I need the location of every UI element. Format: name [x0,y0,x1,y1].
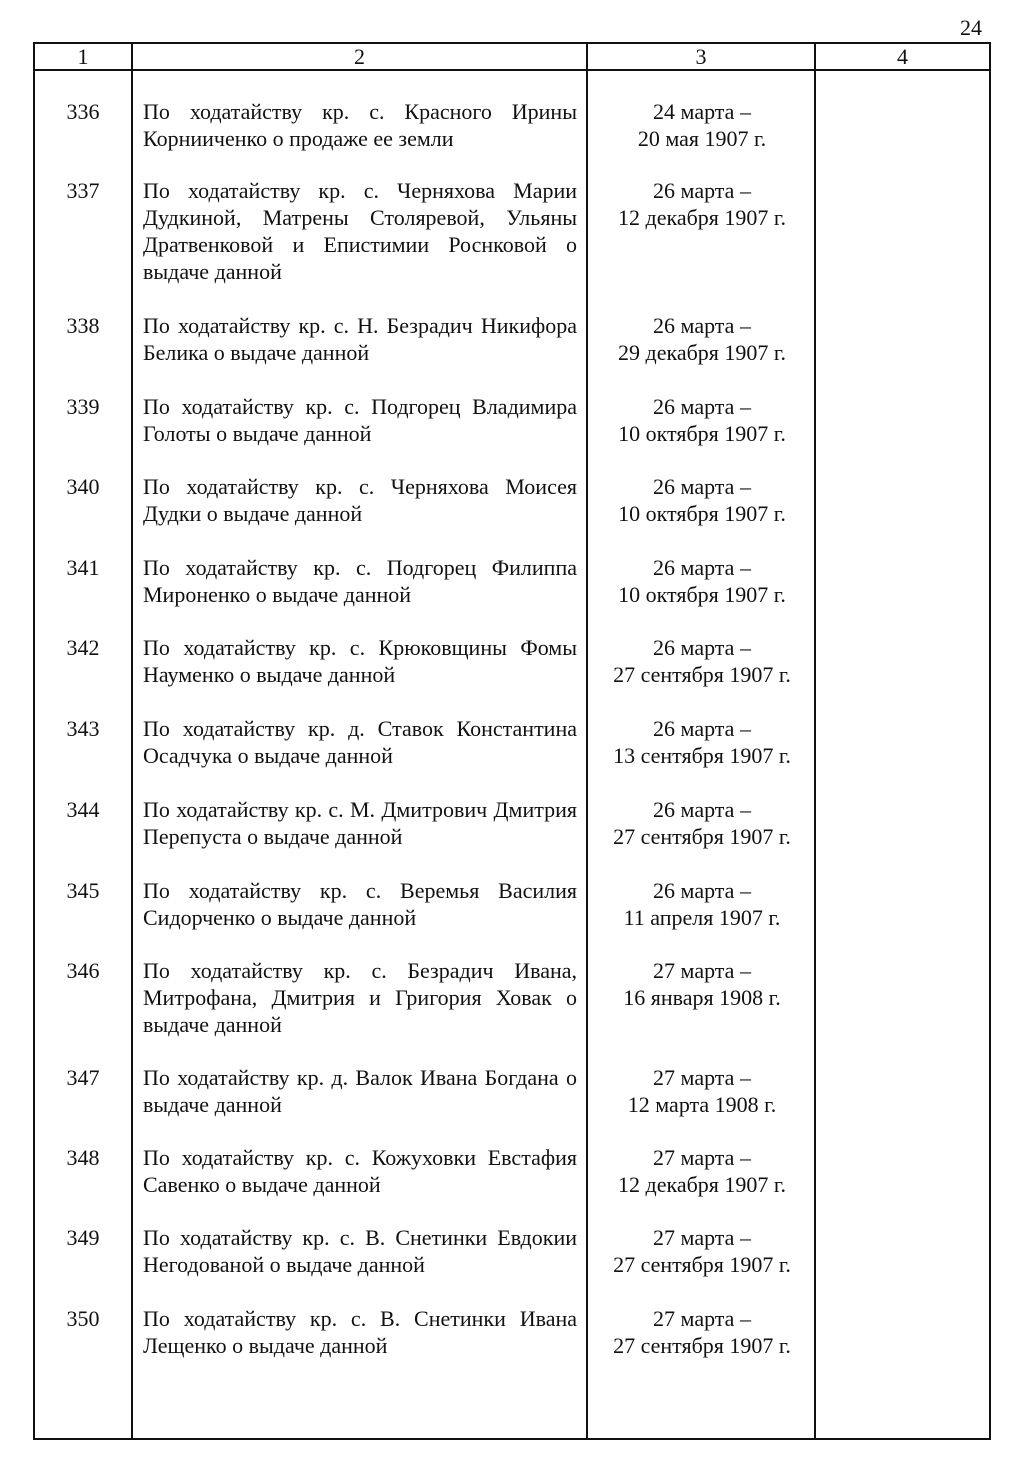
column-header-2: 2 [354,44,365,69]
row-description: По ходатайству кр. с. Подгорец Филиппа Мироненко о выдаче данной [143,555,577,607]
row-dates [590,98,814,152]
date-end: 16 января 1908 г. [623,985,781,1010]
date-start: 26 марта – [653,555,751,580]
row-description: По ходатайству кр. с. Безрадич Ивана, Митрофана, Дмитрия и Григория Ховак о выдаче данной [143,958,577,1037]
row-description: По ходатайству кр. д. Ставок Константина Осадчука о выдаче данной [143,716,577,768]
row-description: По ходатайству кр. с. В. Снетинки Ивана Лещенко о выдаче данной [143,1306,577,1358]
row-dates [590,634,814,688]
row-dates [590,957,814,1011]
date-start: 27 марта – [653,958,751,983]
row-number: 342 [66,635,100,660]
row-description: По ходатайству кр. с. Черняхова Марии Дудкиной, Матрены Столяревой, Ульяны Дратвенковой и Епистимии Роснковой о выдаче данной [143,178,577,284]
row-number: 337 [66,178,100,203]
row-description: По ходатайству кр. с. М. Дмитрович Дмитрия Перепуста о выдаче данной [143,797,577,849]
column-header-3: 3 [695,44,707,69]
date-start: 24 марта – [653,99,751,124]
column-divider-2 [586,42,588,1440]
row-description: По ходатайству кр. с. Н. Безрадич Никифора Белика о выдаче данной [143,313,577,365]
date-start: 26 марта – [653,178,751,203]
date-start: 26 марта – [653,878,751,903]
row-description: По ходатайству кр. с. Подгорец Владимира Голоты о выдаче данной [143,394,577,446]
column-divider-1 [131,42,133,1440]
date-end: 27 сентября 1907 г. [613,1252,791,1277]
column-header-1: 1 [77,44,89,69]
date-start: 27 марта – [653,1306,751,1331]
row-description: По ходатайству кр. д. Валок Ивана Богдана о выдаче данной [143,1065,577,1117]
row-description: По ходатайству кр. с. Красного Ирины Корнииченко о продаже ее земли [143,99,577,151]
row-description: По ходатайству кр. с. Крюковщины Фомы Науменко о выдаче данной [143,635,577,687]
row-number: 336 [66,99,100,124]
date-end: 12 марта 1908 г. [627,1092,777,1117]
row-dates [590,877,814,931]
row-description: По ходатайству кр. с. Кожуховки Евстафия Савенко о выдаче данной [143,1145,577,1197]
date-end: 10 октября 1907 г. [618,582,786,607]
row-number: 346 [66,958,100,983]
row-number: 348 [66,1145,100,1170]
row-number: 343 [66,716,100,741]
row-dates [590,312,814,366]
row-dates [590,177,814,231]
row-number: 347 [66,1065,100,1090]
column-header-4: 4 [897,44,908,69]
date-end: 27 сентября 1907 г. [613,824,791,849]
row-description: По ходатайству кр. с. Веремья Василия Сидорченко о выдаче данной [143,878,577,930]
date-start: 26 марта – [653,474,751,499]
row-dates [590,473,814,527]
row-number: 340 [66,474,100,499]
date-end: 12 декабря 1907 г. [618,205,786,230]
date-end: 27 сентября 1907 г. [613,1333,791,1358]
date-start: 26 марта – [653,797,751,822]
date-start: 27 марта – [653,1145,751,1170]
date-start: 26 марта – [653,635,751,660]
row-dates [590,1064,814,1118]
row-dates [590,554,814,608]
date-start: 27 марта – [653,1065,751,1090]
row-dates [590,1305,814,1359]
row-dates [590,796,814,850]
row-number: 339 [66,394,100,419]
row-number: 341 [66,555,100,580]
date-start: 26 марта – [653,313,751,338]
row-number: 350 [66,1306,100,1331]
date-start: 26 марта – [653,394,751,419]
date-end: 11 апреля 1907 г. [623,905,781,930]
row-dates [590,1144,814,1198]
row-number: 345 [66,878,100,903]
date-start: 27 марта – [653,1225,751,1250]
date-start: 26 марта – [653,716,751,741]
row-number: 338 [66,313,100,338]
date-end: 10 октября 1907 г. [618,421,786,446]
row-description: По ходатайству кр. с. В. Снетинки Евдокии Негодованой о выдаче данной [143,1225,577,1277]
date-end: 29 декабря 1907 г. [618,340,786,365]
date-end: 13 сентября 1907 г. [613,743,791,768]
date-end: 27 сентября 1907 г. [613,662,791,687]
row-number: 344 [66,797,100,822]
row-dates [590,1224,814,1278]
row-dates [590,393,814,447]
row-description: По ходатайству кр. с. Черняхова Моисея Дудки о выдаче данной [143,474,577,526]
date-end: 20 мая 1907 г. [637,126,767,151]
date-end: 10 октября 1907 г. [618,501,786,526]
column-divider-3 [814,42,816,1440]
date-end: 12 декабря 1907 г. [618,1172,786,1197]
row-dates [590,715,814,769]
row-number: 349 [66,1225,100,1250]
page-number: 24 [960,15,982,40]
